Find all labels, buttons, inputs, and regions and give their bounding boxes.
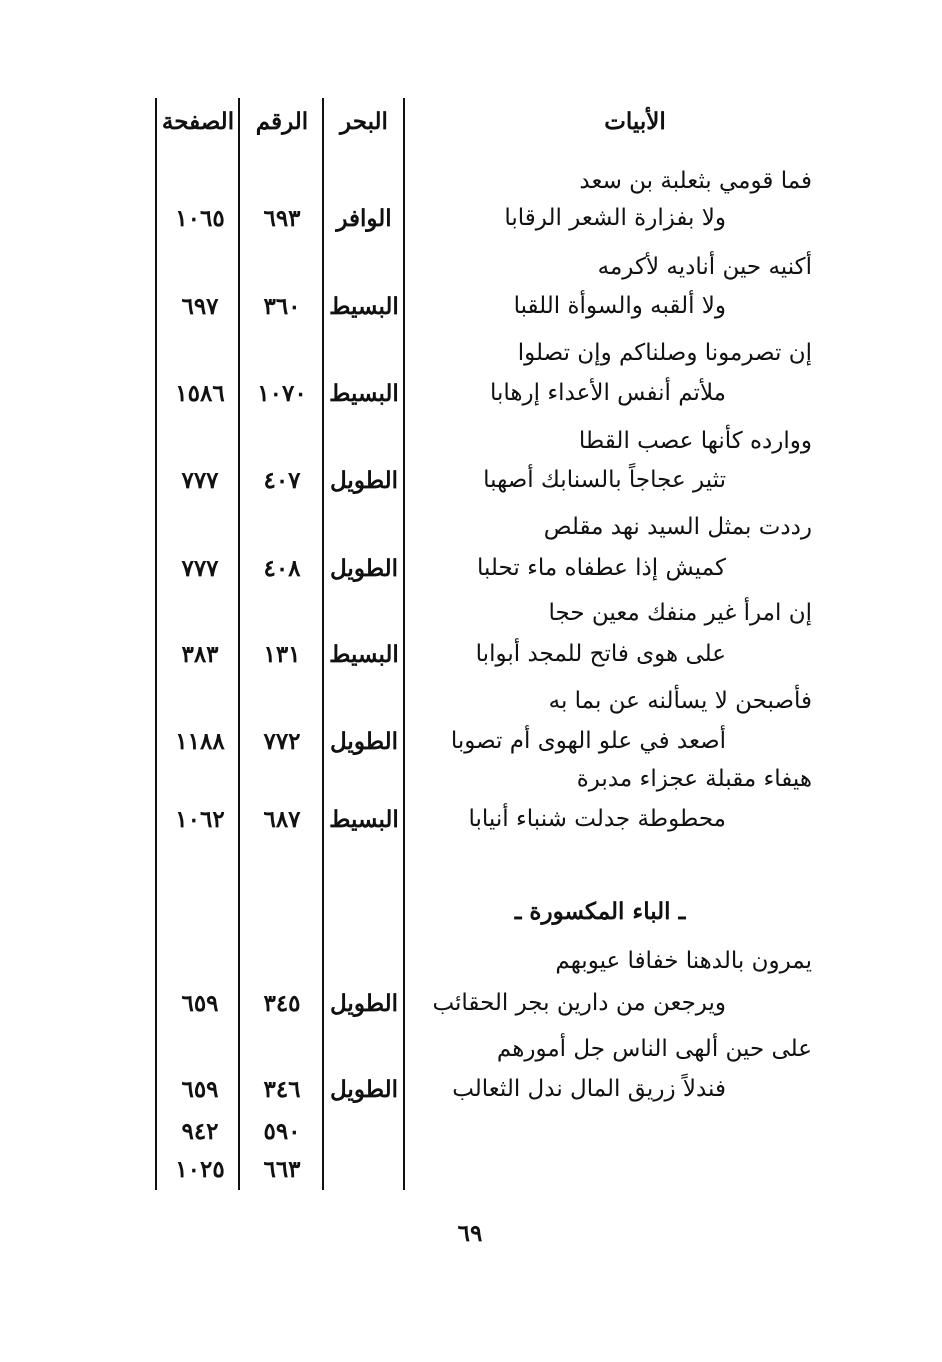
- meter-cell: الوافر: [336, 205, 392, 232]
- meter-cell: الطويل: [330, 728, 398, 755]
- page-cell: ١٠٢٥: [175, 1156, 225, 1183]
- page-cell: ٧٧٧: [181, 467, 219, 494]
- verse-second-hemistich: أصعد في علو الهوى أم تصوبا: [450, 728, 726, 754]
- section-heading: ـ الباء المكسورة ـ: [514, 898, 686, 925]
- verse-second-hemistich: ويرجعن من دارين بجر الحقائب: [432, 990, 726, 1016]
- number-cell: ٣٤٥: [263, 990, 301, 1017]
- meter-cell: البسيط: [329, 641, 399, 668]
- verse-second-hemistich: ملأتم أنفس الأعداء إرهابا: [490, 380, 726, 406]
- number-cell: ٥٩٠: [263, 1118, 301, 1145]
- verse-first-hemistich: على حين ألهى الناس جل أمورهم: [496, 1036, 812, 1062]
- verse-second-hemistich: ولا ألقبه والسوأة اللقبا: [513, 293, 726, 319]
- verse-first-hemistich: رددت بمثل السيد نهد مقلص: [543, 514, 812, 540]
- meter-cell: الطويل: [330, 990, 398, 1017]
- number-cell: ٤٠٨: [263, 555, 301, 582]
- meter-cell: البسيط: [329, 293, 399, 320]
- page-cell: ١١٨٨: [175, 728, 225, 755]
- page-cell: ١٠٦٥: [175, 205, 225, 232]
- page-cell: ٩٤٢: [181, 1118, 219, 1145]
- verse-first-hemistich: ووارده كأنها عصب القطا: [578, 428, 812, 454]
- meter-cell: الطويل: [330, 467, 398, 494]
- verse-first-hemistich: إن امرأ غير منفك معين حجا: [548, 600, 812, 626]
- verse-second-hemistich: كميش إذا عطفاه ماء تحلبا: [476, 555, 726, 581]
- verse-second-hemistich: فندلاً زريق المال ندل الثعالب: [452, 1076, 726, 1102]
- meter-cell: البسيط: [329, 806, 399, 833]
- meter-cell: الطويل: [330, 1076, 398, 1103]
- number-cell: ٣٦٠: [263, 293, 301, 320]
- meter-cell: البسيط: [329, 380, 399, 407]
- page-cell: ٦٥٩: [181, 1076, 219, 1103]
- verse-second-hemistich: ولا بفزارة الشعر الرقابا: [504, 205, 726, 231]
- page-number: ٦٩: [457, 1220, 483, 1247]
- header-meter: البحر: [340, 108, 388, 135]
- column-rule: [322, 98, 324, 1190]
- number-cell: ٤٠٧: [263, 467, 301, 494]
- number-cell: ٦٨٧: [263, 806, 301, 833]
- page-cell: ١٥٨٦: [175, 380, 225, 407]
- page-cell: ٦٩٧: [181, 293, 219, 320]
- column-rule: [155, 98, 157, 1190]
- number-cell: ٦٦٣: [263, 1156, 301, 1183]
- number-cell: ١٠٧٠: [257, 380, 307, 407]
- number-cell: ١٣١: [263, 641, 301, 668]
- column-rule: [403, 98, 405, 1190]
- number-cell: ٦٩٣: [263, 205, 301, 232]
- page-cell: ٣٨٣: [181, 641, 219, 668]
- header-number: الرقم: [255, 108, 309, 135]
- verse-second-hemistich: محطوطة جدلت شنباء أنيابا: [468, 806, 726, 832]
- verse-first-hemistich: أكنيه حين أناديه لأكرمه: [597, 254, 812, 280]
- page-cell: ١٠٦٢: [175, 806, 225, 833]
- number-cell: ٧٧٢: [263, 728, 301, 755]
- verse-second-hemistich: تثير عجاجاً بالسنابك أصهبا: [483, 467, 726, 493]
- number-cell: ٣٤٦: [263, 1076, 301, 1103]
- verse-first-hemistich: فأصبحن لا يسألنه عن بما به: [548, 688, 812, 714]
- header-verses: الأبيات: [604, 108, 666, 135]
- verse-first-hemistich: يمرون بالدهنا خفافا عيوبهم: [555, 948, 812, 974]
- page-cell: ٧٧٧: [181, 555, 219, 582]
- header-page: الصفحة: [161, 108, 235, 135]
- verse-first-hemistich: إن تصرمونا وصلناكم وإن تصلوا: [517, 340, 812, 366]
- verse-second-hemistich: على هوى فاتح للمجد أبوابا: [475, 641, 726, 667]
- meter-cell: الطويل: [330, 555, 398, 582]
- verse-first-hemistich: هيفاء مقبلة عجزاء مدبرة: [576, 766, 812, 792]
- page-cell: ٦٥٩: [181, 990, 219, 1017]
- verse-first-hemistich: فما قومي بثعلبة بن سعد: [579, 168, 812, 194]
